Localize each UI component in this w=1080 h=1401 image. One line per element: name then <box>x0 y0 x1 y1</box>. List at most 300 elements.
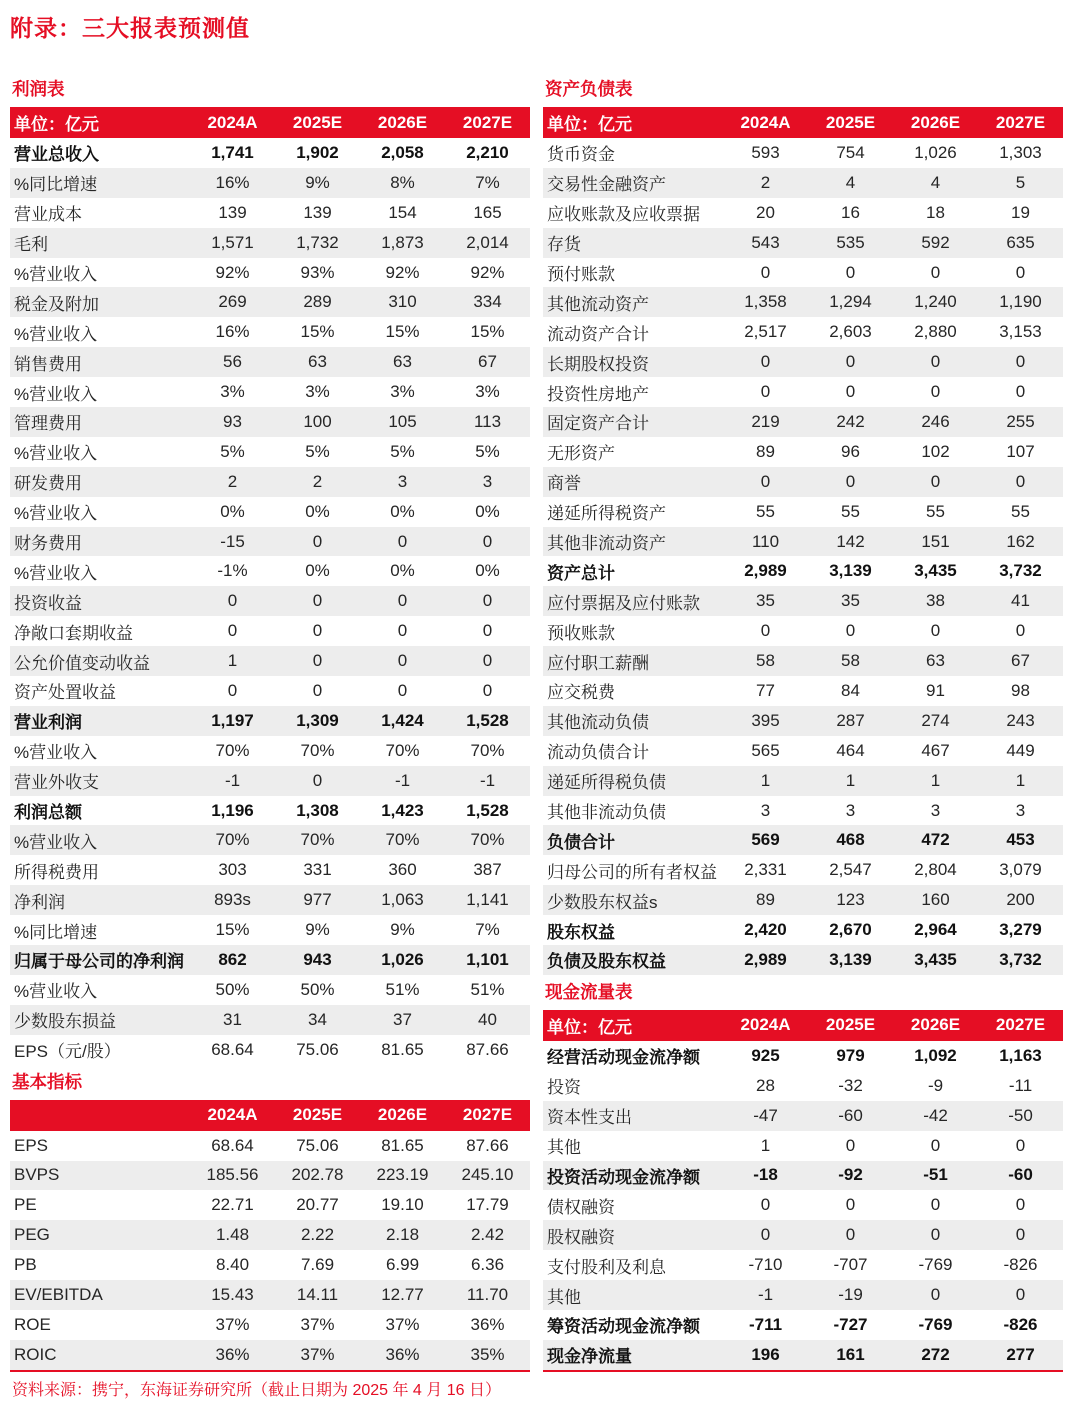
table-row <box>10 377 530 407</box>
content-columns <box>10 79 1066 1401</box>
table-row <box>543 1220 1063 1250</box>
cell-value: 289 <box>275 287 360 317</box>
cell-value: 70% <box>445 825 530 855</box>
cell-value: 1,902 <box>296 142 339 162</box>
cell-value: 245.10 <box>445 1161 530 1191</box>
table-row <box>543 676 1063 706</box>
table-row <box>543 138 1063 168</box>
table-row <box>543 616 1063 646</box>
cell-value: 139 <box>218 202 247 222</box>
cell-value: 449 <box>1006 740 1035 760</box>
cell-value: 3,079 <box>999 860 1042 880</box>
cell-value: 37% <box>275 1340 360 1371</box>
table-row <box>10 1035 530 1065</box>
cell-value: 0 <box>723 347 808 377</box>
row-label: 经营活动现金流净额 <box>547 1048 700 1068</box>
cell-value: 2,804 <box>914 860 957 880</box>
cell-value: 1,240 <box>893 287 978 317</box>
cell-value: 287 <box>808 706 893 736</box>
row-label: 营业成本 <box>14 205 82 225</box>
cell-value: -15 <box>190 527 275 557</box>
row-label: %营业收入 <box>14 743 98 763</box>
cell-value: 7.69 <box>300 1255 335 1275</box>
cell-value: -18 <box>723 1161 808 1191</box>
table-row <box>10 1190 530 1220</box>
row-label: 销售费用 <box>10 347 190 377</box>
table-row <box>10 1220 530 1250</box>
row-label: PE <box>14 1195 37 1215</box>
cell-value: 160 <box>893 885 978 915</box>
cell-value: 0 <box>978 1280 1063 1310</box>
cell-value: 2,331 <box>744 860 787 880</box>
cell-value: 1,063 <box>360 885 445 915</box>
row-label: %营业收入 <box>10 825 190 855</box>
row-label: %营业收入 <box>14 563 98 583</box>
cell-value: -60 <box>808 1101 893 1131</box>
cell-value: 0 <box>1015 621 1026 641</box>
table-row <box>543 1131 1063 1161</box>
row-label: ROIC <box>10 1340 190 1371</box>
section-label-income-statement: 利润表 <box>12 79 65 99</box>
row-label: 商誉 <box>543 467 723 497</box>
row-label: 研发费用 <box>10 467 190 497</box>
table-row <box>10 676 530 706</box>
cell-value: 0 <box>275 646 360 676</box>
cell-value: -769 <box>918 1255 953 1275</box>
table-row <box>543 885 1063 915</box>
cell-value: 102 <box>921 441 950 461</box>
cell-value: 70% <box>300 740 335 760</box>
table-row <box>10 915 530 945</box>
cell-value: 6.36 <box>470 1255 505 1275</box>
row-label: 投资 <box>547 1078 581 1098</box>
cell-value: 92% <box>215 262 250 282</box>
cell-value: 16% <box>215 322 250 342</box>
cell-value: 35 <box>808 586 893 616</box>
cell-value: 0 <box>397 621 408 641</box>
cell-value: 15% <box>215 920 250 940</box>
cell-value: 0% <box>305 501 330 521</box>
cell-value: 70% <box>385 740 420 760</box>
cell-value: 0 <box>978 347 1063 377</box>
cell-value: 15% <box>385 322 420 342</box>
table-row <box>543 347 1063 377</box>
cell-value: 0 <box>930 382 941 402</box>
table-row <box>543 168 1063 198</box>
column-header-2025e: 2025E <box>808 1010 893 1041</box>
cell-value: 0 <box>930 1135 941 1155</box>
cell-value: -1 <box>723 1280 808 1310</box>
row-label: 递延所得税负债 <box>543 766 723 796</box>
row-label: 公允价值变动收益 <box>10 646 190 676</box>
table-row <box>10 706 530 736</box>
row-label: 应付票据及应付账款 <box>543 586 723 616</box>
cell-value: 0% <box>475 501 500 521</box>
table-row <box>543 1041 1063 1071</box>
cell-value: 3,435 <box>893 945 978 975</box>
table-row <box>10 586 530 616</box>
cell-value: 1,423 <box>381 800 424 820</box>
table-header-row <box>543 107 1063 138</box>
cell-value: -826 <box>1003 1255 1038 1275</box>
cell-value: -769 <box>918 1314 953 1334</box>
row-label: 毛利 <box>10 228 190 258</box>
table-row <box>10 945 530 975</box>
table-row <box>543 258 1063 288</box>
cell-value: 979 <box>836 1045 865 1065</box>
section-label-balance-sheet: 资产负债表 <box>545 79 633 99</box>
cell-value: 464 <box>836 740 865 760</box>
table-row <box>543 198 1063 228</box>
row-label: 交易性金融资产 <box>543 168 723 198</box>
column-header-2024a: 2024A <box>723 107 808 138</box>
cell-value: 56 <box>190 347 275 377</box>
cell-value: 2,989 <box>744 561 787 581</box>
cell-value: 331 <box>303 860 332 880</box>
cell-value: 36% <box>360 1340 445 1371</box>
cell-value: 0 <box>893 1220 978 1250</box>
cell-value: 20 <box>756 202 775 222</box>
cell-value: 34 <box>275 1005 360 1035</box>
row-label: 应交税费 <box>547 683 615 703</box>
cell-value: 274 <box>893 706 978 736</box>
cell-value: 2 <box>275 467 360 497</box>
row-label: 其他 <box>543 1280 723 1310</box>
cell-value: 55 <box>1011 501 1030 521</box>
cell-value: 9% <box>305 920 330 940</box>
cell-value: 3,279 <box>999 920 1042 940</box>
table-row <box>543 646 1063 676</box>
cell-value: 0% <box>475 561 500 581</box>
table-row <box>543 766 1063 796</box>
cell-value: 0 <box>1015 262 1026 282</box>
row-label: 其他 <box>547 1138 581 1158</box>
cell-value: 92% <box>385 262 420 282</box>
table-unit-label: 单位：亿元 <box>543 1010 723 1041</box>
table-row <box>543 1340 1063 1371</box>
cell-value: 28 <box>756 1075 775 1095</box>
cell-value: 3% <box>475 382 500 402</box>
row-label: 净利润 <box>10 885 190 915</box>
table-row <box>10 1161 530 1191</box>
column-header-2024a: 2024A <box>190 107 275 138</box>
cell-value: 0 <box>482 680 493 700</box>
cell-value: 3 <box>760 800 771 820</box>
table-row <box>10 1280 530 1310</box>
cell-value: 9% <box>275 168 360 198</box>
cell-value: 0 <box>760 382 771 402</box>
cell-value: 55 <box>926 501 945 521</box>
row-label: 净敞口套期收益 <box>14 623 133 643</box>
cell-value: 3 <box>445 467 530 497</box>
cell-value: 55 <box>841 501 860 521</box>
cell-value: 14.11 <box>275 1280 360 1310</box>
table-row <box>543 228 1063 258</box>
cell-value: 3 <box>360 467 445 497</box>
cell-value: 8.40 <box>215 1255 250 1275</box>
section-label-key-metrics: 基本指标 <box>12 1071 82 1092</box>
cell-value: 68.64 <box>211 1135 254 1155</box>
cell-value: 58 <box>808 646 893 676</box>
key-metrics-table <box>10 1100 530 1372</box>
cell-value: 0 <box>808 467 893 497</box>
table-row <box>10 317 530 347</box>
cell-value: -47 <box>723 1101 808 1131</box>
cell-value: 395 <box>723 706 808 736</box>
row-label: %营业收入 <box>14 324 98 344</box>
cell-value: 0 <box>227 680 238 700</box>
cell-value: 0 <box>845 1135 856 1155</box>
row-label: 税金及附加 <box>10 287 190 317</box>
cell-value: 1 <box>723 766 808 796</box>
cell-value: 1,026 <box>360 945 445 975</box>
cell-value: 96 <box>841 441 860 461</box>
cell-value: 51% <box>470 979 505 999</box>
cell-value: 0 <box>930 262 941 282</box>
column-header-2025e: 2025E <box>275 107 360 138</box>
row-label: 流动负债合计 <box>547 743 649 763</box>
cell-value: 2,964 <box>914 920 957 940</box>
cell-value: 3% <box>220 382 245 402</box>
row-label: %营业收入 <box>14 265 98 284</box>
cell-value: 0 <box>760 262 771 282</box>
cell-value: 67 <box>445 347 530 377</box>
section-label-cash-flow: 现金流量表 <box>545 981 633 1002</box>
cell-value: 3,435 <box>914 561 957 581</box>
row-label: %营业收入 <box>14 982 98 1002</box>
table-row <box>543 287 1063 317</box>
row-label: 归属于母公司的净利润 <box>10 945 190 975</box>
left-column <box>10 79 530 1401</box>
cell-value: 58 <box>723 646 808 676</box>
cell-value: 36% <box>470 1314 505 1334</box>
cell-value: 0 <box>893 347 978 377</box>
cell-value: 2,880 <box>914 322 957 342</box>
cell-value: 0 <box>397 680 408 700</box>
cell-value: 1,197 <box>190 706 275 736</box>
cell-value: 89 <box>756 441 775 461</box>
cell-value: 0 <box>930 1195 941 1215</box>
cell-value: 70% <box>215 740 250 760</box>
row-label: BVPS <box>10 1161 190 1191</box>
cell-value: 105 <box>360 407 445 437</box>
cell-value: 0 <box>360 527 445 557</box>
cell-value: 50% <box>300 979 335 999</box>
cell-value: 151 <box>893 527 978 557</box>
cell-value: -9 <box>927 1075 944 1095</box>
cell-value: 8% <box>360 168 445 198</box>
cell-value: 15% <box>470 322 505 342</box>
cell-value: 0 <box>723 1220 808 1250</box>
table-row <box>543 437 1063 467</box>
cell-value: 5 <box>978 168 1063 198</box>
row-label: %营业收入 <box>14 384 98 404</box>
cell-value: 269 <box>190 287 275 317</box>
cell-value: 0 <box>190 586 275 616</box>
table-row <box>543 317 1063 347</box>
cell-value: 19.10 <box>381 1195 424 1215</box>
table-row <box>10 347 530 377</box>
cell-value: 2,670 <box>829 920 872 940</box>
cell-value: 387 <box>473 860 502 880</box>
cell-value: 70% <box>360 825 445 855</box>
cell-value: 91 <box>926 680 945 700</box>
cell-value: 310 <box>360 287 445 317</box>
cell-value: 9% <box>390 920 415 940</box>
table-row <box>10 766 530 796</box>
cell-value: 0 <box>312 680 323 700</box>
cell-value: 242 <box>808 407 893 437</box>
cell-value: 100 <box>275 407 360 437</box>
column-header-2027e: 2027E <box>978 1010 1063 1041</box>
table-unit-label <box>10 1100 190 1131</box>
cell-value: 18 <box>926 202 945 222</box>
row-label: ROE <box>14 1314 51 1334</box>
table-row <box>543 825 1063 855</box>
cell-value: 92% <box>470 262 505 282</box>
row-label: 预付账款 <box>547 265 615 284</box>
income-statement-table <box>10 107 530 1065</box>
cell-value: 87.66 <box>466 1039 509 1059</box>
table-row <box>10 556 530 586</box>
cell-value: 81.65 <box>381 1135 424 1155</box>
cell-value: 5% <box>475 441 500 461</box>
table-row <box>10 497 530 527</box>
column-header-2025e: 2025E <box>275 1100 360 1131</box>
cell-value: 161 <box>808 1340 893 1371</box>
cell-value: 569 <box>723 825 808 855</box>
row-label: 股东权益 <box>547 922 615 942</box>
row-label: 负债合计 <box>543 825 723 855</box>
cell-value: 20.77 <box>296 1195 339 1215</box>
cell-value: -707 <box>833 1255 868 1275</box>
cell-value: 1,163 <box>999 1045 1042 1065</box>
table-row <box>10 1310 530 1340</box>
cell-value: 0 <box>312 621 323 641</box>
column-header-2027e: 2027E <box>445 1100 530 1131</box>
table-row <box>10 1131 530 1161</box>
cell-value: 592 <box>893 228 978 258</box>
cell-value: 1 <box>190 646 275 676</box>
cell-value: 196 <box>723 1340 808 1371</box>
cell-value: 0% <box>390 501 415 521</box>
cell-value: 2,517 <box>744 322 787 342</box>
cell-value: 334 <box>445 287 530 317</box>
table-row <box>10 228 530 258</box>
row-label: 存货 <box>543 228 723 258</box>
table-row <box>10 825 530 855</box>
column-header-2024a: 2024A <box>190 1100 275 1131</box>
row-label: 投资活动现金流净额 <box>543 1161 723 1191</box>
table-row <box>543 1190 1063 1220</box>
cell-value: 0 <box>845 382 856 402</box>
cell-value: 37% <box>385 1314 420 1334</box>
table-row <box>543 1101 1063 1131</box>
cell-value: 0% <box>220 501 245 521</box>
cell-value: 123 <box>808 885 893 915</box>
table-row <box>10 1340 530 1371</box>
cell-value: 110 <box>723 527 808 557</box>
cell-value: 1,303 <box>999 142 1042 162</box>
table-row <box>543 736 1063 766</box>
cell-value: 0 <box>360 646 445 676</box>
column-header-2027e: 2027E <box>978 107 1063 138</box>
row-label: %同比增速 <box>10 168 190 198</box>
row-label: 投资性房地产 <box>547 384 649 404</box>
cell-value: -711 <box>748 1314 783 1334</box>
cell-value: 565 <box>751 740 780 760</box>
cell-value: 154 <box>388 202 417 222</box>
table-row <box>543 706 1063 736</box>
cell-value: 303 <box>218 860 247 880</box>
cell-value: 165 <box>473 202 502 222</box>
table-row <box>10 467 530 497</box>
cash-flow-table <box>543 1010 1063 1372</box>
cell-value: 893s <box>190 885 275 915</box>
row-label: 财务费用 <box>10 527 190 557</box>
cell-value: 19 <box>1011 202 1030 222</box>
cell-value: 7% <box>475 920 500 940</box>
cell-value: 0 <box>930 621 941 641</box>
cell-value: 0 <box>1015 1195 1026 1215</box>
table-row <box>10 287 530 317</box>
cell-value: 2 <box>723 168 808 198</box>
cell-value: 37 <box>360 1005 445 1035</box>
cell-value: -42 <box>893 1101 978 1131</box>
cell-value: 2.18 <box>360 1220 445 1250</box>
cell-value: 943 <box>275 945 360 975</box>
cell-value: 37% <box>300 1314 335 1334</box>
cell-value: 0 <box>482 621 493 641</box>
cell-value: 3,139 <box>808 945 893 975</box>
cell-value: -1% <box>217 561 248 581</box>
cell-value: 0 <box>893 467 978 497</box>
cell-value: 360 <box>388 860 417 880</box>
row-label: %营业收入 <box>14 504 98 524</box>
cell-value: -1 <box>445 766 530 796</box>
table-row <box>543 527 1063 557</box>
row-label: 其他流动负债 <box>543 706 723 736</box>
cell-value: 1,026 <box>914 142 957 162</box>
row-label: 投资收益 <box>10 586 190 616</box>
cell-value: 0 <box>845 1195 856 1215</box>
cell-value: 0 <box>360 586 445 616</box>
cell-value: 1 <box>978 766 1063 796</box>
cell-value: 1,196 <box>211 800 254 820</box>
row-label: 资产处置收益 <box>14 683 116 703</box>
row-label: 资本性支出 <box>543 1101 723 1131</box>
cell-value: 3,139 <box>829 561 872 581</box>
cell-value: 1 <box>808 766 893 796</box>
cell-value: 1,309 <box>275 706 360 736</box>
cell-value: 84 <box>841 680 860 700</box>
table-row <box>543 855 1063 885</box>
cell-value: 0 <box>1015 382 1026 402</box>
table-header-row <box>10 1100 530 1131</box>
row-label: 利润总额 <box>14 803 82 823</box>
cell-value: 81.65 <box>381 1039 424 1059</box>
row-label: EV/EBITDA <box>10 1280 190 1310</box>
row-label: 现金净流量 <box>543 1340 723 1371</box>
cell-value: 1,571 <box>190 228 275 258</box>
cell-value: 70% <box>275 825 360 855</box>
row-label: EPS <box>14 1135 49 1155</box>
cell-value: 17.79 <box>466 1195 509 1215</box>
cell-value: -826 <box>1003 1314 1038 1334</box>
cell-value: 243 <box>978 706 1063 736</box>
cell-value: 1,190 <box>978 287 1063 317</box>
table-row <box>543 796 1063 826</box>
